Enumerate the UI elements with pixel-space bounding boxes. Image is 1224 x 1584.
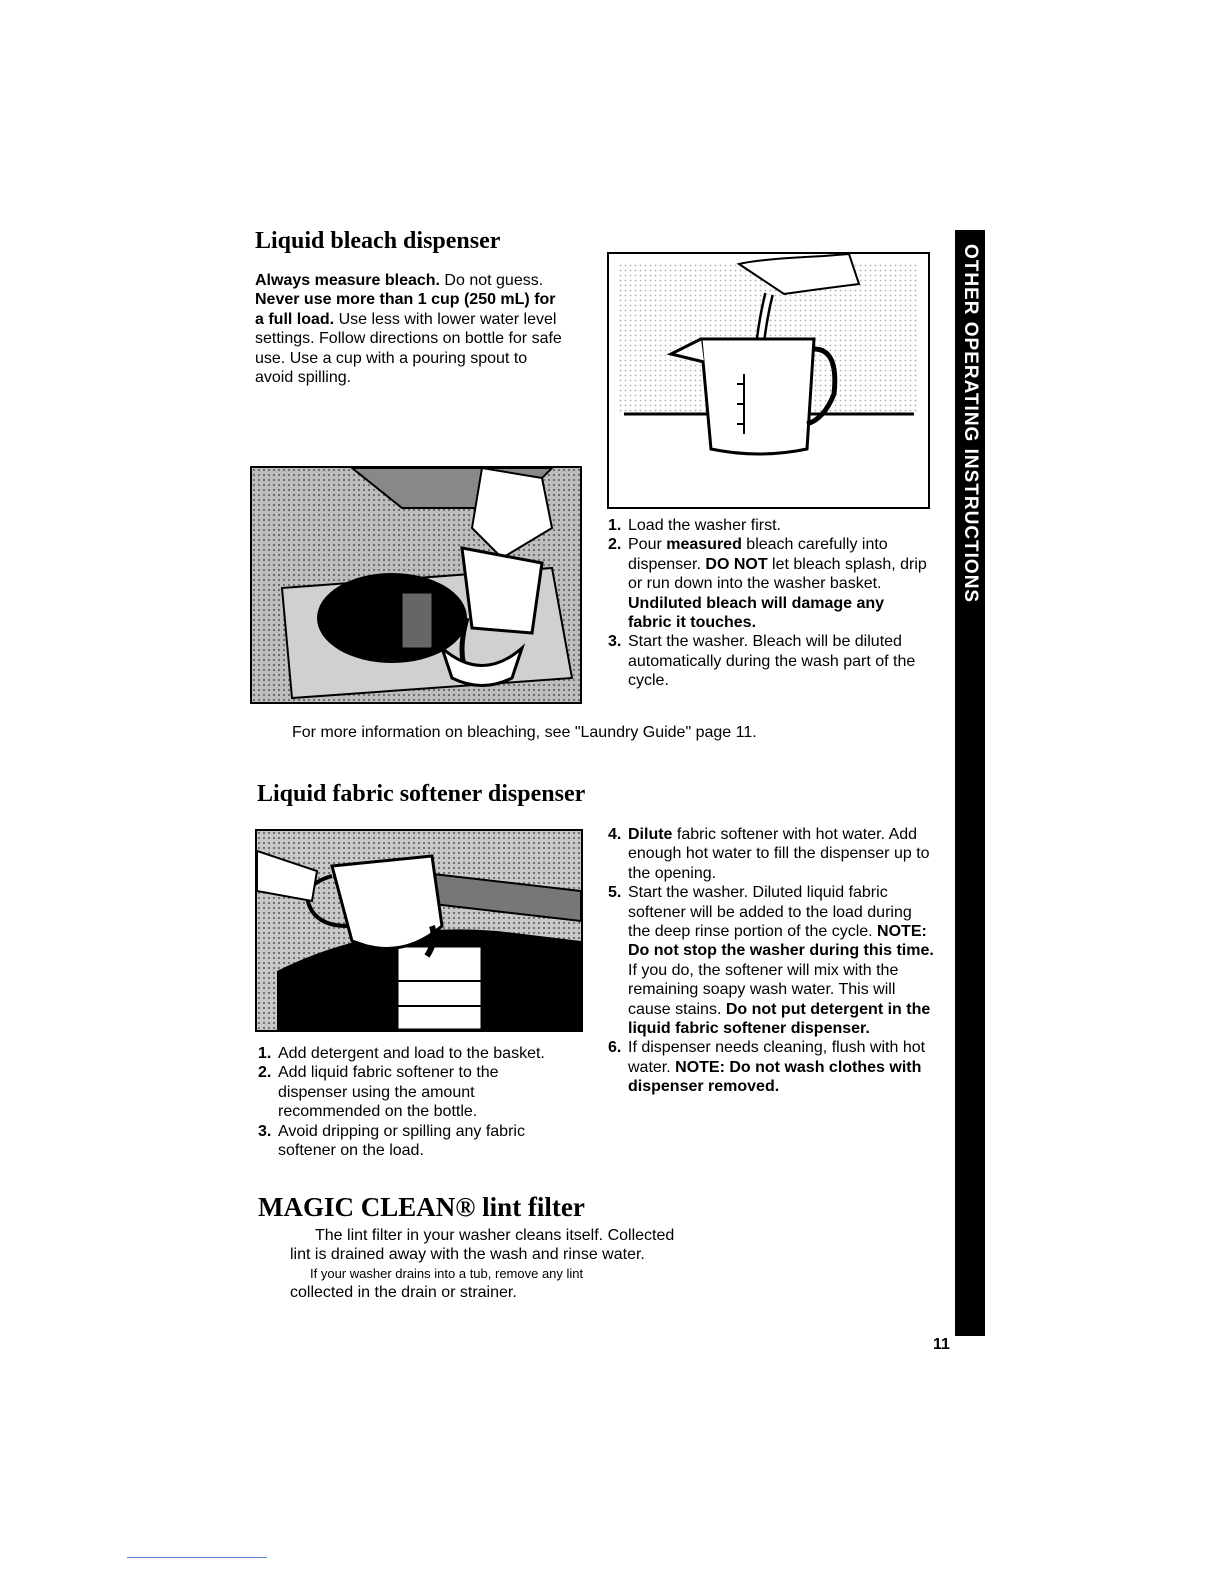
list-item [608,883,938,1038]
list-item [608,825,938,883]
bleach-section-title: Liquid bleach dispenser [255,228,501,254]
bleach-intro [255,271,565,387]
measuring-cup-illustration [607,252,930,509]
footnote-rule [127,1557,267,1558]
text-run: If dispenser needs cleaning, flush with hot water. [628,1039,926,1076]
step-number: 5. [608,884,622,902]
side-tab-label: OTHER OPERATING INSTRUCTIONS [960,244,981,604]
step-number: 4. [608,826,622,843]
bold-text: Never use more than 1 cup (250 mL) for a full load. [255,291,556,328]
section-side-tab [955,230,985,1336]
text-run: Do not guess. [439,272,544,289]
step-number: 3. [258,1122,272,1140]
lint-section-title: MAGIC CLEAN® lint filter [258,1192,585,1222]
text-run: Add detergent and load to the basket. [278,1045,545,1062]
lint-filter-text [290,1226,760,1302]
list-item [258,1063,558,1121]
text-run: Load the washer first. [628,517,781,534]
text-run: Avoid dripping or spilling any fabric softener on the load. [278,1122,525,1160]
list-item [608,632,928,690]
bold-text: measured [666,536,742,554]
bold-text: Dilute [628,826,673,843]
text-run: Pour [628,536,667,554]
bleach-steps-list [608,516,928,691]
list-item [258,1122,558,1161]
softener-steps-left [258,1044,558,1160]
softener-section-title: Liquid fabric softener dispenser [257,781,586,807]
lint-line-2: lint is drained away with the wash and rinse water. [290,1246,645,1263]
bold-text: NOTE: Do not stop the washer during this time. [628,923,934,960]
text-run: Use less with lower water level settings. Follow directions on bottle for safe use. Use a cup with a pouring spout to avoid spilling. [255,310,562,387]
bold-text: Undiluted bleach will damage any fabric it touches. [628,594,885,632]
text-run: bleach carefully into dispenser. [628,536,888,573]
lint-line-4: collected in the drain or strainer. [290,1284,517,1301]
bold-text: Do not put detergent in the liquid fabric softener dispenser. [628,1000,931,1038]
bleach-more-info: For more information on bleaching, see "Laundry Guide" page 11. [292,724,757,741]
bold-text: NOTE: Do not wash clothes with dispenser removed. [628,1058,922,1096]
step-number: 1. [608,517,622,534]
text-run: Start the washer. Bleach will be diluted automatically during the wash part of the cycle. [628,633,916,690]
text-run: Add liquid fabric softener to the dispenser using the amount recommended on the bottle. [278,1064,499,1121]
text-run: let bleach splash, drip or run down into the washer basket. [628,555,927,593]
washer-pouring-illustration [250,466,582,704]
text-run: If you do, the softener will mix with the remaining soapy wash water. This will cause stains. [628,961,899,1018]
list-item [608,1038,938,1096]
softener-pouring-illustration [255,829,583,1032]
step-number: 3. [608,633,622,651]
page-number: 11 [933,1336,950,1353]
lint-line-3: If your washer drains into a tub, remove any lint [310,1266,584,1281]
list-item [258,1044,558,1063]
bold-text: DO NOT [705,555,768,573]
step-number: 1. [258,1045,272,1062]
text-run: fabric softener with hot water. Add enough hot water to fill the dispenser up to the opening. [628,826,930,882]
list-item [608,535,928,632]
step-number: 2. [608,536,622,554]
softener-steps-right [608,825,938,1097]
text-run: Start the washer. Diluted liquid fabric softener will be added to the load during the deep rinse portion of the cycle. [628,884,912,941]
list-item [608,516,928,535]
bold-text: Always measure bleach. [255,272,440,289]
step-number: 2. [258,1064,272,1082]
lint-line-1: The lint filter in your washer cleans itself. Collected [315,1227,675,1244]
step-number: 6. [608,1039,622,1057]
